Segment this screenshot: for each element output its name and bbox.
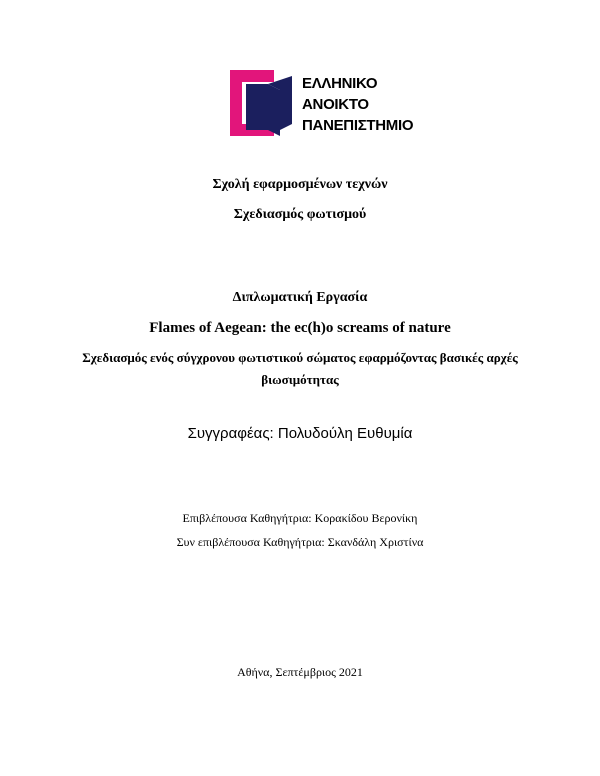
logo-line-2: ΑΝΟΙΚΤΟ bbox=[302, 96, 369, 113]
thesis-type: Διπλωματική Εργασία bbox=[232, 290, 368, 305]
university-logo-mark bbox=[228, 66, 296, 138]
co-supervisor: Συν επιβλέπουσα Καθηγήτρια: Σκανδάλη Χριστίνα bbox=[176, 535, 424, 549]
department-name: Σχεδιασμός φωτισμού bbox=[233, 207, 367, 222]
logo-line-3: ΠΑΝΕΠΙΣΤΗΜΙΟ bbox=[302, 117, 414, 134]
logo-line-1: ΕΛΛΗΝΙΚΟ bbox=[302, 75, 378, 92]
university-logo-text bbox=[302, 73, 413, 136]
author: Συγγραφέας: Πολυδούλη Ευθυμία bbox=[187, 425, 413, 442]
thesis-subtitle-line-2: βιωσιμότητας bbox=[261, 372, 339, 387]
university-logo bbox=[228, 66, 418, 140]
school-name: Σχολή εφαρμοσμένων τεχνών bbox=[212, 177, 388, 192]
supervisor: Επιβλέπουσα Καθηγήτρια: Κορακίδου Βερονίκη bbox=[182, 511, 418, 525]
thesis-subtitle-line-1: Σχεδιασμός ενός σύγχρονου φωτιστικού σώματος εφαρμόζοντας βασικές αρχές bbox=[82, 350, 518, 365]
date: Αθήνα, Σεπτέμβριος 2021 bbox=[237, 665, 363, 679]
thesis-title: Flames of Aegean: the ec(h)o screams of nature bbox=[149, 320, 451, 336]
